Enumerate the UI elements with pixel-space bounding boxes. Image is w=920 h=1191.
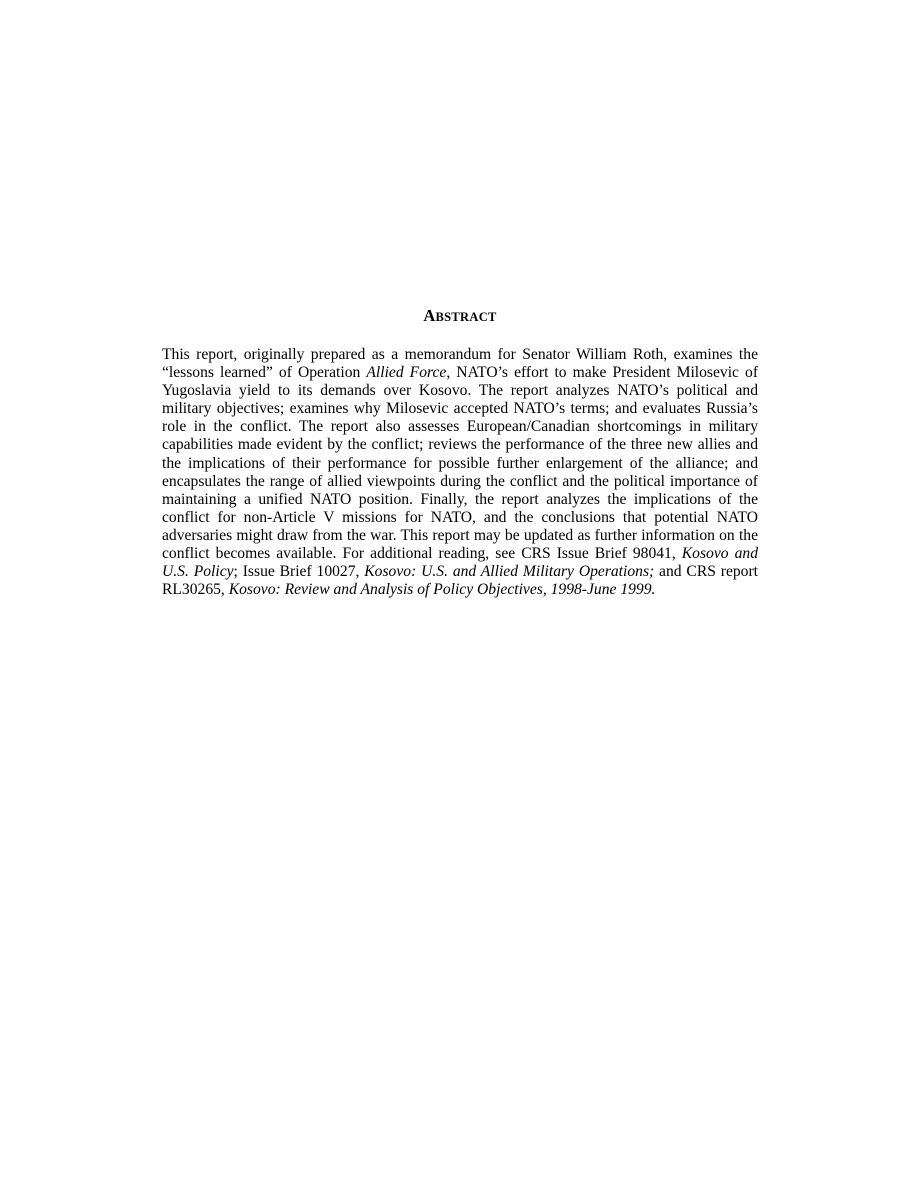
abstract-issue-brief-title: Kosovo and U.S. Policy xyxy=(162,545,758,581)
abstract-text: , NATO’s effort to make President Milosevic of Yugoslavia yield to its demands over Kosovo. The report analyzes NATO’s political and military objectives; examines why Milosevic accepted NATO’s terms; and evaluates Russia’s role in the conflict. The report also assesses European/Canadian shortcomings in military capabilities made evident by the conflict; reviews the performance of the three new allies and the implications of their performance for possible further enlargement of the alliance; and encapsulates the range of allied viewpoints during the conflict and the political importance of maintaining a unified NATO position. Finally, the report analyzes the implications of the conflict for non-Article V missions for NATO, and the conclusions that potential NATO adversaries might draw from the war. This report may be updated as further information on the conflict becomes available. For additional reading, see CRS Issue Brief 98041, xyxy=(162,364,759,563)
abstract-issue-brief-title: Kosovo: U.S. and Allied Military Operations; xyxy=(364,563,655,581)
abstract-heading-rest: BSTRACT xyxy=(435,310,497,324)
abstract-text: and CRS report RL30265, xyxy=(162,563,758,599)
abstract-heading xyxy=(0,306,920,326)
abstract-text: This report, originally prepared as a memorandum for Senator William Roth, examines the “lessons learned” of Operation xyxy=(162,346,758,382)
abstract-report-title: Kosovo: Review and Analysis of Policy Objectives, 1998-June 1999. xyxy=(228,581,656,599)
abstract-heading-initial: A xyxy=(423,306,436,325)
abstract-operation-name: Allied Force xyxy=(366,364,447,382)
abstract-text: ; Issue Brief 10027, xyxy=(233,563,365,581)
abstract-paragraph xyxy=(162,346,758,599)
